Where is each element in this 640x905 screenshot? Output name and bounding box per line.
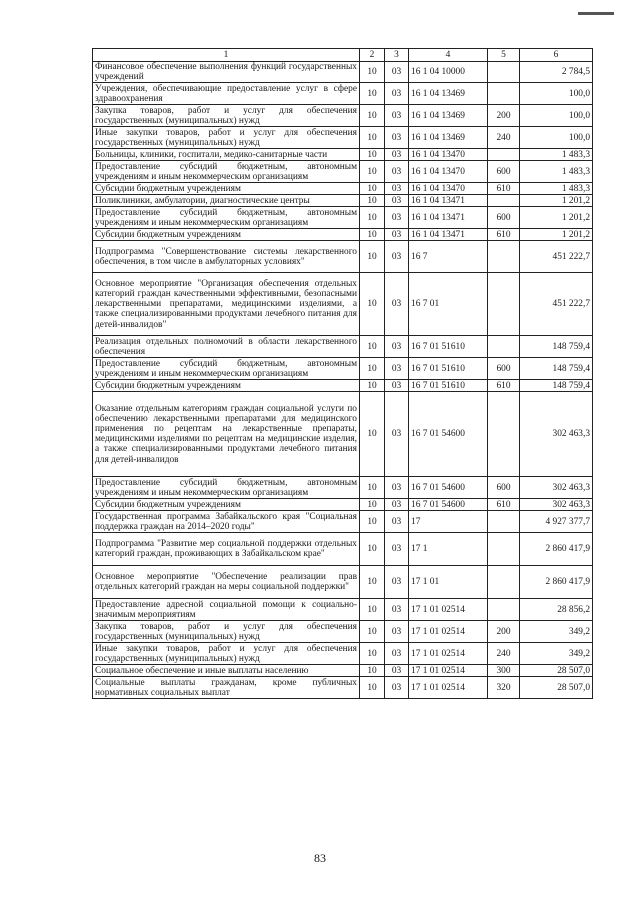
table-row <box>93 665 593 677</box>
header-col-5: 5 <box>488 49 520 62</box>
header-col-3: 3 <box>385 49 409 62</box>
row-amount: 1 483,3 <box>520 161 593 183</box>
row-target-code: 16 1 04 13470 <box>409 149 488 161</box>
row-amount: 1 201,2 <box>520 229 593 241</box>
row-expense-type <box>488 195 520 207</box>
row-expense-type: 610 <box>488 499 520 511</box>
table-row <box>93 533 593 566</box>
row-section: 10 <box>360 533 385 566</box>
row-amount: 100,0 <box>520 105 593 127</box>
row-target-code: 16 1 04 13469 <box>409 105 488 127</box>
row-section: 10 <box>360 336 385 358</box>
row-amount: 349,2 <box>520 621 593 643</box>
table-row <box>93 241 593 273</box>
row-amount: 2 860 417,9 <box>520 533 593 566</box>
row-name: Предоставление субсидий бюджетным, автономным учреждениям и иным некоммерческим организациям <box>93 477 360 499</box>
row-target-code: 16 7 01 54600 <box>409 392 488 477</box>
row-section: 10 <box>360 183 385 195</box>
table-row <box>93 273 593 336</box>
row-name: Государственная программа Забайкальского края "Социальная поддержка граждан на 2014–2020 годы" <box>93 511 360 533</box>
table-row <box>93 149 593 161</box>
row-expense-type <box>488 511 520 533</box>
row-expense-type <box>488 336 520 358</box>
row-name: Предоставление адресной социальной помощи к социально-значимым мероприятиям <box>93 599 360 621</box>
row-target-code: 16 1 04 13471 <box>409 207 488 229</box>
row-subsection: 03 <box>385 149 409 161</box>
row-section: 10 <box>360 380 385 392</box>
row-section: 10 <box>360 149 385 161</box>
row-amount: 302 463,3 <box>520 499 593 511</box>
table-row <box>93 643 593 665</box>
row-section: 10 <box>360 195 385 207</box>
row-amount: 451 222,7 <box>520 241 593 273</box>
row-amount: 28 856,2 <box>520 599 593 621</box>
row-name: Оказание отдельным категориям граждан социальной услуги по обеспечению лекарственными препаратами для медицинского применения по рецептам на лекарственные препараты, медицинскими изделиями по рецептам на медицинские изделия, а также специализированными продуктами лечебного питания для детей-инвалидов <box>93 392 360 477</box>
row-subsection: 03 <box>385 241 409 273</box>
row-target-code: 17 1 01 02514 <box>409 665 488 677</box>
scan-mark <box>578 12 614 15</box>
row-section: 10 <box>360 83 385 105</box>
table-row <box>93 677 593 699</box>
row-target-code: 16 1 04 10000 <box>409 62 488 83</box>
table-row <box>93 83 593 105</box>
row-target-code: 16 7 01 54600 <box>409 499 488 511</box>
row-section: 10 <box>360 241 385 273</box>
row-section: 10 <box>360 161 385 183</box>
budget-table <box>92 48 593 699</box>
row-expense-type <box>488 273 520 336</box>
row-name: Предоставление субсидий бюджетным, автономным учреждениям и иным некоммерческим организациям <box>93 358 360 380</box>
row-target-code: 17 1 01 02514 <box>409 677 488 699</box>
page-number: 83 <box>314 851 326 865</box>
row-section: 10 <box>360 677 385 699</box>
row-subsection: 03 <box>385 643 409 665</box>
row-expense-type: 600 <box>488 477 520 499</box>
row-subsection: 03 <box>385 207 409 229</box>
row-name: Подпрограмма "Развитие мер социальной поддержки отдельных категорий граждан, проживающих в Забайкальском крае" <box>93 533 360 566</box>
header-col-2: 2 <box>360 49 385 62</box>
row-subsection: 03 <box>385 380 409 392</box>
row-target-code: 17 1 01 02514 <box>409 643 488 665</box>
row-expense-type: 610 <box>488 380 520 392</box>
table-row <box>93 161 593 183</box>
table-row <box>93 105 593 127</box>
row-name: Подпрограмма "Совершенствование системы лекарственного обеспечения, в том числе в амбулаторных условиях" <box>93 241 360 273</box>
row-target-code: 16 7 01 <box>409 273 488 336</box>
row-name: Иные закупки товаров, работ и услуг для обеспечения государственных (муниципальных) нужд <box>93 127 360 149</box>
row-amount: 2 784,5 <box>520 62 593 83</box>
table-row <box>93 477 593 499</box>
row-expense-type <box>488 599 520 621</box>
row-expense-type: 240 <box>488 127 520 149</box>
table-row <box>93 566 593 599</box>
row-section: 10 <box>360 229 385 241</box>
row-target-code: 16 7 01 51610 <box>409 336 488 358</box>
row-target-code: 16 1 04 13470 <box>409 183 488 195</box>
table-row <box>93 62 593 83</box>
row-target-code: 16 1 04 13469 <box>409 83 488 105</box>
row-name: Закупка товаров, работ и услуг для обеспечения государственных (муниципальных) нужд <box>93 621 360 643</box>
row-amount: 148 759,4 <box>520 336 593 358</box>
row-section: 10 <box>360 599 385 621</box>
row-subsection: 03 <box>385 273 409 336</box>
row-subsection: 03 <box>385 358 409 380</box>
row-target-code: 16 7 01 51610 <box>409 380 488 392</box>
row-section: 10 <box>360 499 385 511</box>
row-target-code: 17 1 01 02514 <box>409 621 488 643</box>
table-row <box>93 183 593 195</box>
row-amount: 1 483,3 <box>520 183 593 195</box>
row-subsection: 03 <box>385 599 409 621</box>
row-subsection: 03 <box>385 127 409 149</box>
row-section: 10 <box>360 621 385 643</box>
row-name: Субсидии бюджетным учреждениям <box>93 183 360 195</box>
table-row <box>93 127 593 149</box>
row-expense-type: 610 <box>488 183 520 195</box>
row-section: 10 <box>360 207 385 229</box>
row-target-code: 16 7 01 51610 <box>409 358 488 380</box>
row-amount: 302 463,3 <box>520 477 593 499</box>
table-row <box>93 621 593 643</box>
row-subsection: 03 <box>385 62 409 83</box>
table-row <box>93 599 593 621</box>
row-expense-type: 200 <box>488 105 520 127</box>
row-section: 10 <box>360 392 385 477</box>
row-section: 10 <box>360 62 385 83</box>
row-expense-type <box>488 149 520 161</box>
row-expense-type: 240 <box>488 643 520 665</box>
row-amount: 148 759,4 <box>520 358 593 380</box>
table-row <box>93 392 593 477</box>
row-target-code: 16 1 04 13471 <box>409 195 488 207</box>
row-target-code: 16 7 <box>409 241 488 273</box>
row-subsection: 03 <box>385 621 409 643</box>
row-amount: 100,0 <box>520 127 593 149</box>
row-expense-type <box>488 566 520 599</box>
table-row <box>93 207 593 229</box>
row-target-code: 17 <box>409 511 488 533</box>
row-section: 10 <box>360 358 385 380</box>
row-expense-type <box>488 241 520 273</box>
row-section: 10 <box>360 643 385 665</box>
table-row <box>93 358 593 380</box>
row-name: Предоставление субсидий бюджетным, автономным учреждениям и иным некоммерческим организациям <box>93 161 360 183</box>
row-amount: 4 927 377,7 <box>520 511 593 533</box>
row-subsection: 03 <box>385 83 409 105</box>
table-row <box>93 380 593 392</box>
row-section: 10 <box>360 477 385 499</box>
row-expense-type: 600 <box>488 207 520 229</box>
row-amount: 28 507,0 <box>520 677 593 699</box>
row-amount: 451 222,7 <box>520 273 593 336</box>
row-subsection: 03 <box>385 392 409 477</box>
row-section: 10 <box>360 665 385 677</box>
row-amount: 349,2 <box>520 643 593 665</box>
row-target-code: 16 1 04 13470 <box>409 161 488 183</box>
row-amount: 1 201,2 <box>520 195 593 207</box>
row-name: Социальные выплаты гражданам, кроме публичных нормативных социальных выплат <box>93 677 360 699</box>
header-col-6: 6 <box>520 49 593 62</box>
row-expense-type: 300 <box>488 665 520 677</box>
table-row <box>93 336 593 358</box>
row-section: 10 <box>360 566 385 599</box>
row-expense-type: 600 <box>488 358 520 380</box>
row-subsection: 03 <box>385 105 409 127</box>
row-expense-type <box>488 62 520 83</box>
row-expense-type <box>488 83 520 105</box>
row-amount: 1 483,3 <box>520 149 593 161</box>
row-subsection: 03 <box>385 229 409 241</box>
table-row <box>93 499 593 511</box>
row-subsection: 03 <box>385 499 409 511</box>
row-name: Реализация отдельных полномочий в области лекарственного обеспечения <box>93 336 360 358</box>
row-expense-type: 200 <box>488 621 520 643</box>
table-row <box>93 229 593 241</box>
row-expense-type: 600 <box>488 161 520 183</box>
row-expense-type <box>488 533 520 566</box>
row-subsection: 03 <box>385 195 409 207</box>
row-name: Закупка товаров, работ и услуг для обеспечения государственных (муниципальных) нужд <box>93 105 360 127</box>
row-name: Субсидии бюджетным учреждениям <box>93 499 360 511</box>
row-subsection: 03 <box>385 511 409 533</box>
row-target-code: 17 1 <box>409 533 488 566</box>
row-name: Поликлиники, амбулатории, диагностические центры <box>93 195 360 207</box>
header-col-4: 4 <box>409 49 488 62</box>
row-subsection: 03 <box>385 533 409 566</box>
row-section: 10 <box>360 127 385 149</box>
row-name: Больницы, клиники, госпитали, медико-санитарные части <box>93 149 360 161</box>
row-amount: 2 860 417,9 <box>520 566 593 599</box>
row-subsection: 03 <box>385 183 409 195</box>
row-name: Социальное обеспечение и иные выплаты населению <box>93 665 360 677</box>
row-amount: 100,0 <box>520 83 593 105</box>
row-section: 10 <box>360 273 385 336</box>
row-name: Основное мероприятие "Организация обеспечения отдельных категорий граждан качественными эффективными, безопасными лекарственными препаратами, медицинскими изделиями, а также специализированными продуктами лечебного питания для детей-инвалидов" <box>93 273 360 336</box>
row-expense-type <box>488 392 520 477</box>
row-target-code: 16 7 01 54600 <box>409 477 488 499</box>
row-name: Финансовое обеспечение выполнения функций государственных учреждений <box>93 62 360 83</box>
table-header-row <box>93 49 593 62</box>
row-name: Предоставление субсидий бюджетным, автономным учреждениям и иным некоммерческим организациям <box>93 207 360 229</box>
row-expense-type: 320 <box>488 677 520 699</box>
row-expense-type: 610 <box>488 229 520 241</box>
row-target-code: 16 1 04 13471 <box>409 229 488 241</box>
row-subsection: 03 <box>385 161 409 183</box>
row-subsection: 03 <box>385 665 409 677</box>
row-target-code: 17 1 01 <box>409 566 488 599</box>
row-name: Субсидии бюджетным учреждениям <box>93 380 360 392</box>
row-subsection: 03 <box>385 477 409 499</box>
row-target-code: 17 1 01 02514 <box>409 599 488 621</box>
row-name: Учреждения, обеспечивающие предоставление услуг в сфере здравоохранения <box>93 83 360 105</box>
row-amount: 1 201,2 <box>520 207 593 229</box>
table-row <box>93 195 593 207</box>
row-section: 10 <box>360 511 385 533</box>
row-subsection: 03 <box>385 336 409 358</box>
row-name: Основное мероприятие "Обеспечение реализации прав отдельных категорий граждан на меры социальной поддержки" <box>93 566 360 599</box>
row-target-code: 16 1 04 13469 <box>409 127 488 149</box>
row-name: Иные закупки товаров, работ и услуг для обеспечения государственных (муниципальных) нужд <box>93 643 360 665</box>
table-row <box>93 511 593 533</box>
row-section: 10 <box>360 105 385 127</box>
row-amount: 28 507,0 <box>520 665 593 677</box>
row-subsection: 03 <box>385 677 409 699</box>
row-amount: 302 463,3 <box>520 392 593 477</box>
row-subsection: 03 <box>385 566 409 599</box>
row-name: Субсидии бюджетным учреждениям <box>93 229 360 241</box>
row-amount: 148 759,4 <box>520 380 593 392</box>
header-col-1: 1 <box>93 49 360 62</box>
